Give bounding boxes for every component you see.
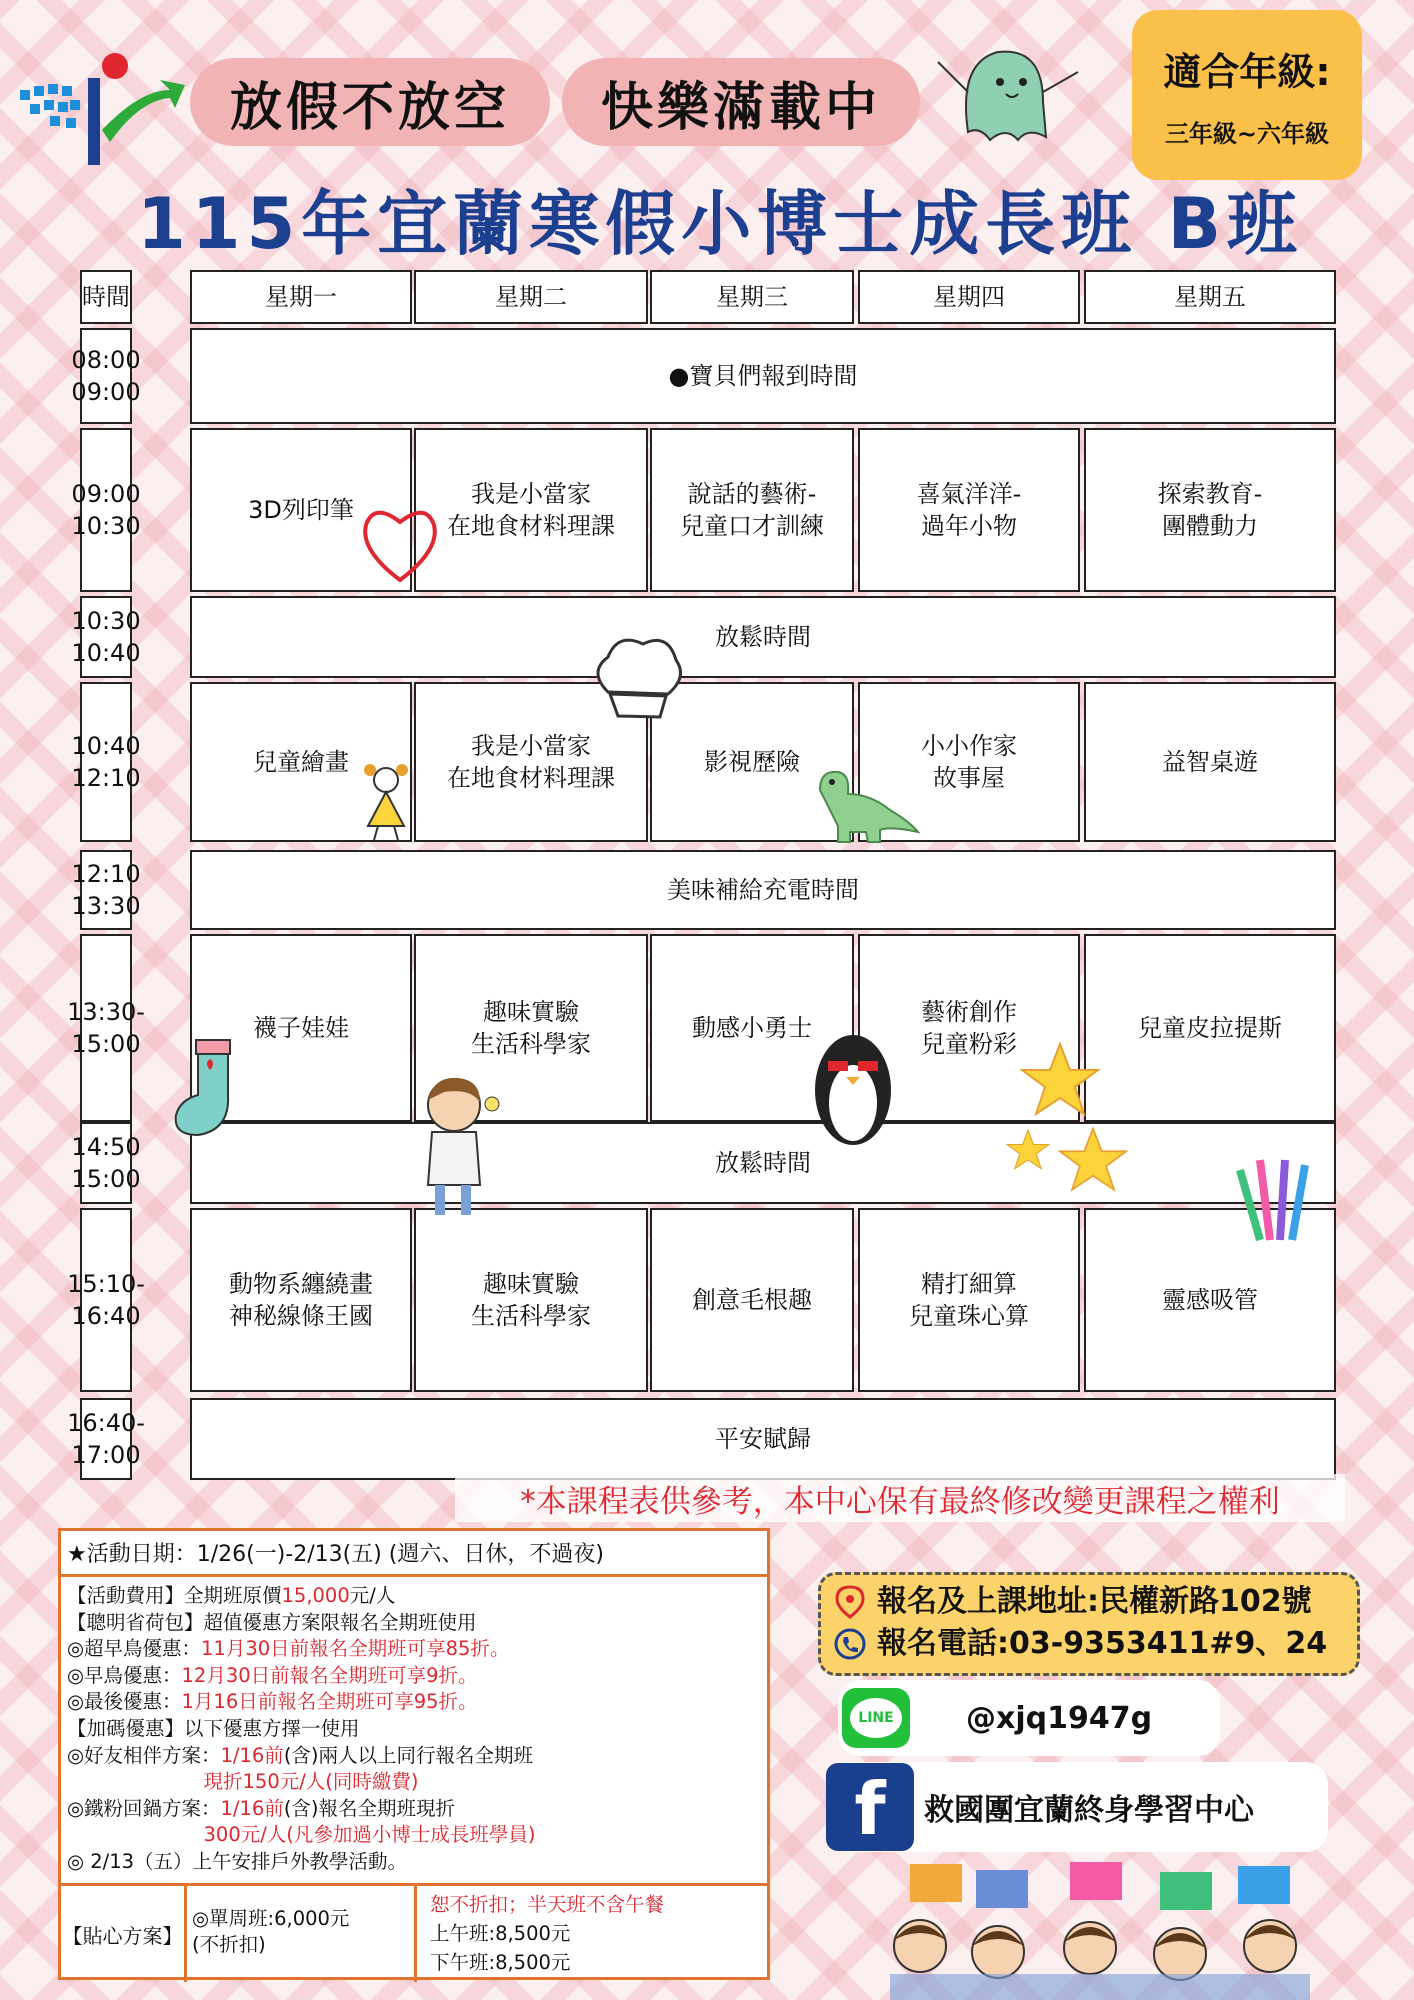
highlight-text: 12月30日前報名全期班可享9折。: [181, 1663, 478, 1687]
class-cell: 靈感吸管: [1084, 1208, 1336, 1392]
schedule-span-cell: 放鬆時間: [190, 1122, 1336, 1204]
penguin-icon: [808, 1025, 898, 1155]
scientist-boy-icon: [414, 1070, 504, 1220]
info-text: (含)報名全期班現折: [283, 1796, 456, 1820]
time-slot: 12:10 13:30: [80, 850, 132, 930]
line-contact[interactable]: [838, 1680, 1220, 1756]
class-cell: 我是小當家 在地食材料理課: [414, 428, 648, 592]
highlight-text: 15,000: [281, 1584, 350, 1607]
highlight-text: 300元/人(凡參加過小博士成長班學員): [203, 1823, 536, 1847]
highlight-text: 1/16前: [220, 1743, 284, 1767]
time-slot: 10:30 10:40: [80, 596, 132, 678]
info-text: [67, 1823, 204, 1846]
grade-badge: [1132, 10, 1362, 180]
phone-icon: [833, 1627, 867, 1661]
time-slot: 15:10- 16:40: [80, 1208, 132, 1392]
info-text: ◎ 2/13（五）上午安排戶外教學活動。: [67, 1849, 408, 1873]
special-plan-row: [61, 1883, 767, 1982]
class-cell: 兒童皮拉提斯: [1084, 934, 1336, 1122]
event-info-box: [58, 1528, 770, 1980]
heart-icon: [360, 500, 440, 590]
info-line: [67, 1716, 767, 1743]
time-slot: 10:40 12:10: [80, 682, 132, 842]
dinosaur-icon: [810, 760, 920, 845]
time-slot: 08:00 09:00: [80, 328, 132, 424]
header-time: 時間: [80, 270, 132, 324]
class-cell: 益智桌遊: [1084, 682, 1336, 842]
class-cell: 趣味實驗 生活科學家: [414, 934, 648, 1122]
star-icon: [1020, 1040, 1100, 1120]
time-slot: 13:30- 15:00: [80, 934, 132, 1122]
highlight-text: 1月16日前報名全期班可享95折。: [181, 1690, 478, 1714]
class-cell: 小小作家 故事屋: [858, 682, 1080, 842]
info-line: [67, 1663, 767, 1690]
organization-logo: [10, 50, 190, 170]
info-text: ◎早鳥優惠：: [67, 1663, 182, 1687]
class-cell: 我是小當家 在地食材料理課: [414, 682, 648, 842]
class-cell: 創意毛根趣: [650, 1208, 854, 1392]
class-cell: 襪子娃娃: [190, 934, 412, 1122]
ghost-mascot-icon: [928, 22, 1088, 152]
half-day-prices: [420, 1886, 765, 1982]
time-slot: 09:00 10:30: [80, 428, 132, 592]
info-line: [67, 1583, 767, 1610]
info-line: [67, 1822, 767, 1849]
info-line: [67, 1796, 767, 1823]
class-cell: 動感小勇士: [650, 934, 854, 1122]
location-pin-icon: [833, 1585, 867, 1619]
star-icon: [1058, 1125, 1128, 1195]
class-cell: 動物系纏繞畫 神秘線條王國: [190, 1208, 412, 1392]
address-text: 報名及上課地址:民權新路102號: [877, 1584, 1312, 1619]
info-text: ◎鐵粉回鍋方案：: [67, 1796, 221, 1820]
slogan-pill-1: 放假不放空: [190, 58, 550, 146]
grade-label: 適合年級:: [1163, 50, 1331, 94]
straws-icon: [1230, 1150, 1325, 1250]
info-text: (含)兩人以上同行報名全期班: [283, 1743, 534, 1767]
facebook-icon: f: [826, 1763, 914, 1851]
info-line: [67, 1849, 767, 1876]
header-day: 星期一: [190, 270, 412, 324]
info-text: 【聰明省荷包】超值優惠方案限報名全期班使用: [67, 1610, 477, 1634]
class-cell: 影視歷險: [650, 682, 854, 842]
morning-class-price: 上午班:8,500元: [430, 1922, 571, 1945]
schedule-span-cell: 放鬆時間: [190, 596, 1336, 678]
contact-box: [818, 1572, 1360, 1676]
info-line: [67, 1743, 767, 1770]
info-text: 【加碼優惠】以下優惠方擇一使用: [67, 1716, 360, 1740]
info-text: ◎好友相伴方案：: [67, 1743, 221, 1767]
girl-drawing-icon: [356, 760, 416, 840]
info-text: 元/人: [349, 1584, 396, 1607]
schedule-span-cell: 美味補給充電時間: [190, 850, 1336, 930]
header-day: 星期二: [414, 270, 648, 324]
class-cell: 3D列印筆: [190, 428, 412, 592]
pricing-details: [67, 1583, 767, 1876]
afternoon-class-price: 下午班:8,500元: [430, 1951, 571, 1974]
info-text: ◎超早鳥優惠：: [67, 1637, 202, 1661]
star-icon: [1006, 1128, 1050, 1172]
weekly-class-price: ◎單周班:6,000元 (不折扣): [190, 1886, 417, 1982]
kids-reading-illustration: [880, 1856, 1320, 2000]
class-cell: 說話的藝術- 兒童口才訓練: [650, 428, 854, 592]
info-text: [67, 1770, 204, 1793]
event-dates: ★活動日期：1/26(一)-2/13(五) (週六、日休，不過夜): [61, 1531, 767, 1577]
class-cell: 兒童繪畫: [190, 682, 412, 842]
schedule-span-cell: ●寶貝們報到時間: [190, 328, 1336, 424]
line-icon: LINE: [842, 1688, 910, 1748]
info-line: [67, 1610, 767, 1637]
sock-icon: [168, 1035, 248, 1145]
highlight-text: 11月30日前報名全期班可享85折。: [201, 1637, 510, 1661]
header-day: 星期三: [650, 270, 854, 324]
info-line: [67, 1689, 767, 1716]
info-text: 【活動費用】全期班原價: [67, 1584, 282, 1607]
grade-value: 三年級~六年級: [1164, 120, 1330, 148]
class-cell: 喜氣洋洋- 過年小物: [858, 428, 1080, 592]
facebook-contact[interactable]: [826, 1762, 1328, 1852]
info-line: [67, 1636, 767, 1663]
schedule-span-cell: 平安賦歸: [190, 1398, 1336, 1480]
class-cell: 藝術創作 兒童粉彩: [858, 934, 1080, 1122]
info-text: ◎最後優惠：: [67, 1690, 182, 1714]
schedule-disclaimer: *本課程表供參考，本中心保有最終修改變更課程之權利: [455, 1474, 1345, 1522]
half-day-note: 恕不折扣；半天班不含午餐: [430, 1893, 665, 1916]
header-day: 星期五: [1084, 270, 1336, 324]
highlight-text: 現折150元/人(同時繳費): [203, 1770, 419, 1794]
chef-hat-icon: [588, 632, 688, 727]
time-slot: 14:50 15:00: [80, 1122, 132, 1204]
facebook-page-name: 救國團宜蘭終身學習中心: [924, 1793, 1254, 1828]
line-id: @xjq1947g: [966, 1700, 1153, 1736]
class-cell: 探索教育- 團體動力: [1084, 428, 1336, 592]
time-slot: 16:40- 17:00: [80, 1398, 132, 1480]
class-cell: 精打細算 兒童珠心算: [858, 1208, 1080, 1392]
page-title: 115年宜蘭寒假小博士成長班 B班: [137, 183, 1303, 265]
phone-text[interactable]: 報名電話:03-9353411#9、24: [877, 1626, 1328, 1661]
info-line: [67, 1769, 767, 1796]
slogan-pill-2: 快樂滿載中: [562, 58, 920, 146]
header-day: 星期四: [858, 270, 1080, 324]
highlight-text: 1/16前: [220, 1796, 284, 1820]
class-cell: 趣味實驗 生活科學家: [414, 1208, 648, 1392]
special-plan-label: 【貼心方案】: [61, 1886, 187, 1982]
